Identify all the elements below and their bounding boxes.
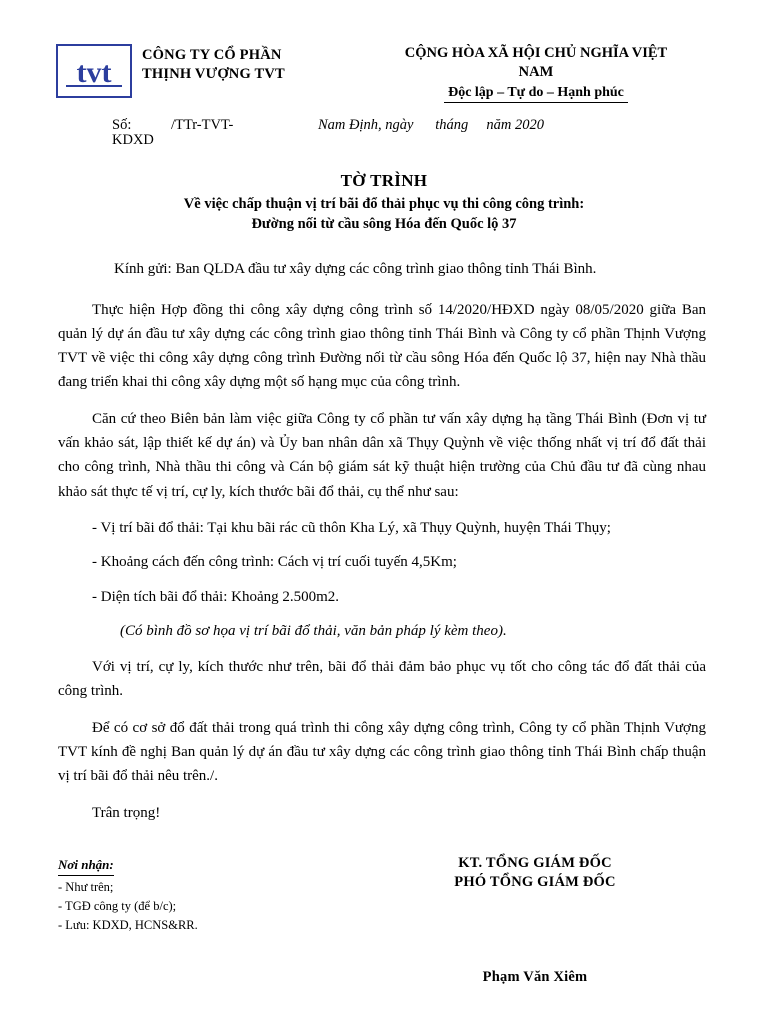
recipients-label: Nơi nhận:	[58, 855, 114, 877]
company-logo	[56, 44, 132, 98]
paragraph-3: Với vị trí, cự ly, kích thước như trên, bãi đổ thải đảm bảo phục vụ tốt cho công tác đổ đất thải của công trình.	[58, 659, 706, 700]
document-body	[0, 257, 768, 825]
bullet-item-2: - Khoảng cách đến công trình: Cách vị trí cuối tuyến 4,5Km;	[92, 554, 457, 571]
paragraph-2: Căn cứ theo Biên bản làm việc giữa Công ty cổ phần tư vấn xây dựng hạ tầng Thái Bình (Đơn vị tư vấn khảo sát, lập thiết kế dự án) và Ủy ban nhân dân xã Thụy Quỳnh về việc thống nhất vị trí đổ đất thải cho công trình, Nhà thầu thi công và Cán bộ giám sát kỹ thuật hiện trường của Chủ đầu tư đã cùng nhau khảo sát thực tế vị trí, cự ly, kích thước bãi đổ thải, cụ thể như sau:	[58, 410, 706, 500]
company-name-line1: CÔNG TY CỔ PHẦN	[142, 47, 282, 63]
paragraph-1: Thực hiện Hợp đồng thi công xây dựng công trình số 14/2020/HĐXD ngày 08/05/2020 giữa Ban quản lý dự án đầu tư xây dựng các công trình giao thông tỉnh Thái Bình và Công ty cổ phần Thịnh Vượng TVT về việc thi công xây dựng công trình Đường nối từ cầu sông Hóa đến Quốc lộ 37, hiện nay Nhà thầu đang triển khai thi công xây dựng một số hạng mục của công trình.	[58, 301, 706, 391]
bullet-item-1: - Vị trí bãi đổ thải: Tại khu bãi rác cũ thôn Kha Lý, xã Thụy Quỳnh, huyện Thái Thụy;	[92, 519, 611, 536]
recipient-item: - Lưu: KDXD, HCNS&RR.	[58, 917, 198, 932]
document-subtitle-2: Đường nối từ cầu sông Hóa đến Quốc lộ 37	[251, 216, 517, 233]
document-header	[0, 0, 768, 103]
nation-line-2: NAM	[518, 64, 554, 81]
signer-name: Phạm Văn Xiêm	[482, 968, 588, 985]
document-number-label: Số:	[112, 117, 132, 134]
document-number-value-2: KDXD	[112, 132, 154, 149]
signer-block	[358, 855, 712, 986]
paragraph-4: Để có cơ sở đổ đất thải trong quá trình thi công xây dựng công trình, Công ty cổ phần Thịnh Vượng TVT kính đề nghị Ban quản lý dự án đầu tư xây dựng các công trình giao thông tỉnh Thái Bình chấp thuận vị trí bãi đổ thải nêu trên./.	[58, 719, 706, 785]
nation-line-1: CỘNG HÒA XÃ HỘI CHỦ NGHĨA VIỆT	[404, 45, 668, 61]
company-name-line2: THỊNH VƯỢNG TVT	[142, 65, 285, 82]
title-block	[0, 171, 768, 233]
signature-block	[0, 837, 768, 986]
svg-text:tvt: tvt	[76, 56, 112, 89]
attachment-note: (Có bình đồ sơ họa vị trí bãi đổ thải, văn bản pháp lý kèm theo).	[120, 622, 507, 639]
document-subtitle-1: Về việc chấp thuận vị trí bãi đổ thải phục vụ thi công công trình:	[183, 196, 585, 213]
recipient-item: - Như trên;	[58, 880, 114, 895]
page-title: TỜ TRÌNH	[340, 171, 428, 191]
document-number-value: /TTr-TVT-	[171, 117, 234, 134]
signer-authority: KT. TỔNG GIÁM ĐỐC	[458, 854, 612, 871]
closing-line: Trân trọng!	[92, 804, 161, 821]
signer-position: PHÓ TỔNG GIÁM ĐỐC	[454, 873, 616, 890]
company-name	[142, 44, 285, 84]
company-block	[56, 44, 356, 98]
recipient-item: - TGĐ công ty (để b/c);	[58, 899, 177, 914]
document-number-line	[0, 103, 768, 134]
national-heading	[356, 44, 712, 103]
place-date: Nam Định, ngày tháng năm 2020	[318, 117, 544, 134]
recipient-line: Kính gửi: Ban QLDA đầu tư xây dựng các công trình giao thông tỉnh Thái Bình.	[114, 261, 597, 278]
national-motto: Độc lập – Tự do – Hạnh phúc	[444, 85, 628, 103]
bullet-item-3: - Diện tích bãi đổ thải: Khoảng 2.500m2.	[92, 588, 340, 605]
recipients-list	[58, 855, 358, 986]
